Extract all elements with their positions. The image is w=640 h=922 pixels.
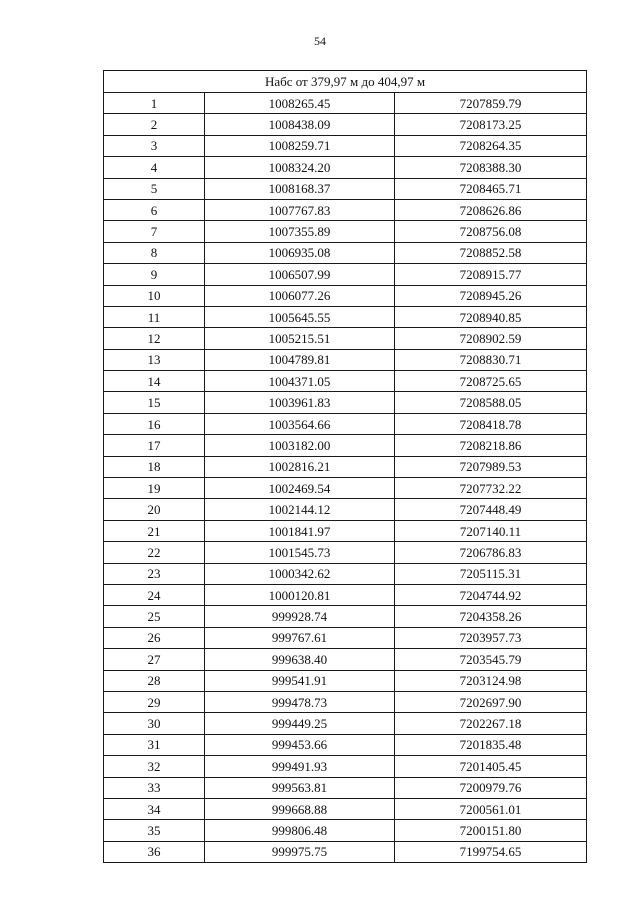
x-coordinate-cell: 1001545.73 [205, 542, 395, 563]
table-row [104, 135, 587, 156]
y-coordinate-cell: 7199754.65 [395, 841, 587, 862]
y-coordinate-cell: 7203124.98 [395, 670, 587, 691]
y-coordinate-cell: 7206786.83 [395, 542, 587, 563]
page-number: 54 [314, 34, 326, 48]
y-coordinate-cell: 7201405.45 [395, 756, 587, 777]
x-coordinate-cell: 999449.25 [205, 713, 395, 734]
y-coordinate-cell: 7200979.76 [395, 777, 587, 798]
table-row [104, 713, 587, 734]
point-number-cell: 36 [104, 841, 205, 862]
point-number-cell: 25 [104, 606, 205, 627]
table-row [104, 456, 587, 477]
x-coordinate-cell: 1000120.81 [205, 584, 395, 605]
x-coordinate-cell: 1008324.20 [205, 157, 395, 178]
point-number-cell: 17 [104, 435, 205, 456]
table-row [104, 841, 587, 862]
y-coordinate-cell: 7204744.92 [395, 584, 587, 605]
point-number-cell: 7 [104, 221, 205, 242]
point-number-cell: 5 [104, 178, 205, 199]
table-row [104, 221, 587, 242]
table-row [104, 178, 587, 199]
x-coordinate-cell: 1003182.00 [205, 435, 395, 456]
y-coordinate-cell: 7207989.53 [395, 456, 587, 477]
table-row [104, 285, 587, 306]
y-coordinate-cell: 7208945.26 [395, 285, 587, 306]
table-row [104, 93, 587, 114]
point-number-cell: 31 [104, 734, 205, 755]
x-coordinate-cell: 1008259.71 [205, 135, 395, 156]
point-number-cell: 12 [104, 328, 205, 349]
y-coordinate-cell: 7208902.59 [395, 328, 587, 349]
x-coordinate-cell: 999563.81 [205, 777, 395, 798]
table-header: Набс от 379,97 м до 404,97 м [104, 71, 587, 93]
point-number-cell: 14 [104, 371, 205, 392]
point-number-cell: 8 [104, 242, 205, 263]
x-coordinate-cell: 999453.66 [205, 734, 395, 755]
point-number-cell: 34 [104, 798, 205, 819]
table-row [104, 349, 587, 370]
point-number-cell: 6 [104, 199, 205, 220]
table-row [104, 563, 587, 584]
x-coordinate-cell: 1004371.05 [205, 371, 395, 392]
point-number-cell: 23 [104, 563, 205, 584]
x-coordinate-cell: 1008265.45 [205, 93, 395, 114]
point-number-cell: 22 [104, 542, 205, 563]
table-row [104, 328, 587, 349]
point-number-cell: 27 [104, 649, 205, 670]
y-coordinate-cell: 7203545.79 [395, 649, 587, 670]
y-coordinate-cell: 7200561.01 [395, 798, 587, 819]
point-number-cell: 26 [104, 627, 205, 648]
point-number-cell: 20 [104, 499, 205, 520]
x-coordinate-cell: 1007355.89 [205, 221, 395, 242]
table-row [104, 199, 587, 220]
table-row [104, 306, 587, 327]
x-coordinate-cell: 1001841.97 [205, 520, 395, 541]
x-coordinate-cell: 1003961.83 [205, 392, 395, 413]
table-row [104, 584, 587, 605]
table-row [104, 499, 587, 520]
point-number-cell: 1 [104, 93, 205, 114]
y-coordinate-cell: 7208756.08 [395, 221, 587, 242]
y-coordinate-cell: 7207732.22 [395, 478, 587, 499]
y-coordinate-cell: 7208465.71 [395, 178, 587, 199]
x-coordinate-cell: 1006507.99 [205, 264, 395, 285]
coordinates-table-body [104, 71, 587, 863]
y-coordinate-cell: 7208626.86 [395, 199, 587, 220]
x-coordinate-cell: 1005215.51 [205, 328, 395, 349]
table-row [104, 542, 587, 563]
y-coordinate-cell: 7203957.73 [395, 627, 587, 648]
y-coordinate-cell: 7204358.26 [395, 606, 587, 627]
point-number-cell: 33 [104, 777, 205, 798]
table-row [104, 820, 587, 841]
x-coordinate-cell: 1005645.55 [205, 306, 395, 327]
table-row [104, 670, 587, 691]
point-number-cell: 13 [104, 349, 205, 370]
table-row [104, 242, 587, 263]
point-number-cell: 32 [104, 756, 205, 777]
y-coordinate-cell: 7208218.86 [395, 435, 587, 456]
point-number-cell: 15 [104, 392, 205, 413]
table-row [104, 413, 587, 434]
x-coordinate-cell: 1008438.09 [205, 114, 395, 135]
x-coordinate-cell: 1002144.12 [205, 499, 395, 520]
table-row [104, 435, 587, 456]
table-row [104, 606, 587, 627]
x-coordinate-cell: 999638.40 [205, 649, 395, 670]
y-coordinate-cell: 7208264.35 [395, 135, 587, 156]
y-coordinate-cell: 7202697.90 [395, 691, 587, 712]
y-coordinate-cell: 7207140.11 [395, 520, 587, 541]
y-coordinate-cell: 7208588.05 [395, 392, 587, 413]
table-row [104, 392, 587, 413]
x-coordinate-cell: 1002469.54 [205, 478, 395, 499]
point-number-cell: 10 [104, 285, 205, 306]
table-row [104, 264, 587, 285]
y-coordinate-cell: 7208852.58 [395, 242, 587, 263]
x-coordinate-cell: 1000342.62 [205, 563, 395, 584]
y-coordinate-cell: 7202267.18 [395, 713, 587, 734]
y-coordinate-cell: 7200151.80 [395, 820, 587, 841]
table-row [104, 756, 587, 777]
table-row [104, 734, 587, 755]
table-row [104, 114, 587, 135]
x-coordinate-cell: 999478.73 [205, 691, 395, 712]
point-number-cell: 29 [104, 691, 205, 712]
table-row [104, 691, 587, 712]
x-coordinate-cell: 999928.74 [205, 606, 395, 627]
table-row [104, 649, 587, 670]
x-coordinate-cell: 999767.61 [205, 627, 395, 648]
y-coordinate-cell: 7208915.77 [395, 264, 587, 285]
coordinates-table [103, 70, 587, 863]
x-coordinate-cell: 1008168.37 [205, 178, 395, 199]
point-number-cell: 3 [104, 135, 205, 156]
point-number-cell: 9 [104, 264, 205, 285]
table-row [104, 520, 587, 541]
point-number-cell: 30 [104, 713, 205, 734]
x-coordinate-cell: 999541.91 [205, 670, 395, 691]
y-coordinate-cell: 7205115.31 [395, 563, 587, 584]
x-coordinate-cell: 999975.75 [205, 841, 395, 862]
y-coordinate-cell: 7208388.30 [395, 157, 587, 178]
x-coordinate-cell: 1002816.21 [205, 456, 395, 477]
x-coordinate-cell: 999806.48 [205, 820, 395, 841]
table-row [104, 627, 587, 648]
y-coordinate-cell: 7208830.71 [395, 349, 587, 370]
y-coordinate-cell: 7208940.85 [395, 306, 587, 327]
x-coordinate-cell: 1006935.08 [205, 242, 395, 263]
point-number-cell: 16 [104, 413, 205, 434]
table-row [104, 798, 587, 819]
y-coordinate-cell: 7207448.49 [395, 499, 587, 520]
point-number-cell: 18 [104, 456, 205, 477]
table-header-row [104, 71, 587, 93]
table-row [104, 777, 587, 798]
y-coordinate-cell: 7207859.79 [395, 93, 587, 114]
point-number-cell: 2 [104, 114, 205, 135]
point-number-cell: 19 [104, 478, 205, 499]
x-coordinate-cell: 999668.88 [205, 798, 395, 819]
x-coordinate-cell: 1006077.26 [205, 285, 395, 306]
table-row [104, 371, 587, 392]
table-row [104, 157, 587, 178]
y-coordinate-cell: 7208418.78 [395, 413, 587, 434]
point-number-cell: 21 [104, 520, 205, 541]
x-coordinate-cell: 1003564.66 [205, 413, 395, 434]
point-number-cell: 11 [104, 306, 205, 327]
y-coordinate-cell: 7208173.25 [395, 114, 587, 135]
x-coordinate-cell: 999491.93 [205, 756, 395, 777]
point-number-cell: 35 [104, 820, 205, 841]
table-row [104, 478, 587, 499]
x-coordinate-cell: 1004789.81 [205, 349, 395, 370]
y-coordinate-cell: 7201835.48 [395, 734, 587, 755]
point-number-cell: 4 [104, 157, 205, 178]
point-number-cell: 24 [104, 584, 205, 605]
point-number-cell: 28 [104, 670, 205, 691]
y-coordinate-cell: 7208725.65 [395, 371, 587, 392]
x-coordinate-cell: 1007767.83 [205, 199, 395, 220]
